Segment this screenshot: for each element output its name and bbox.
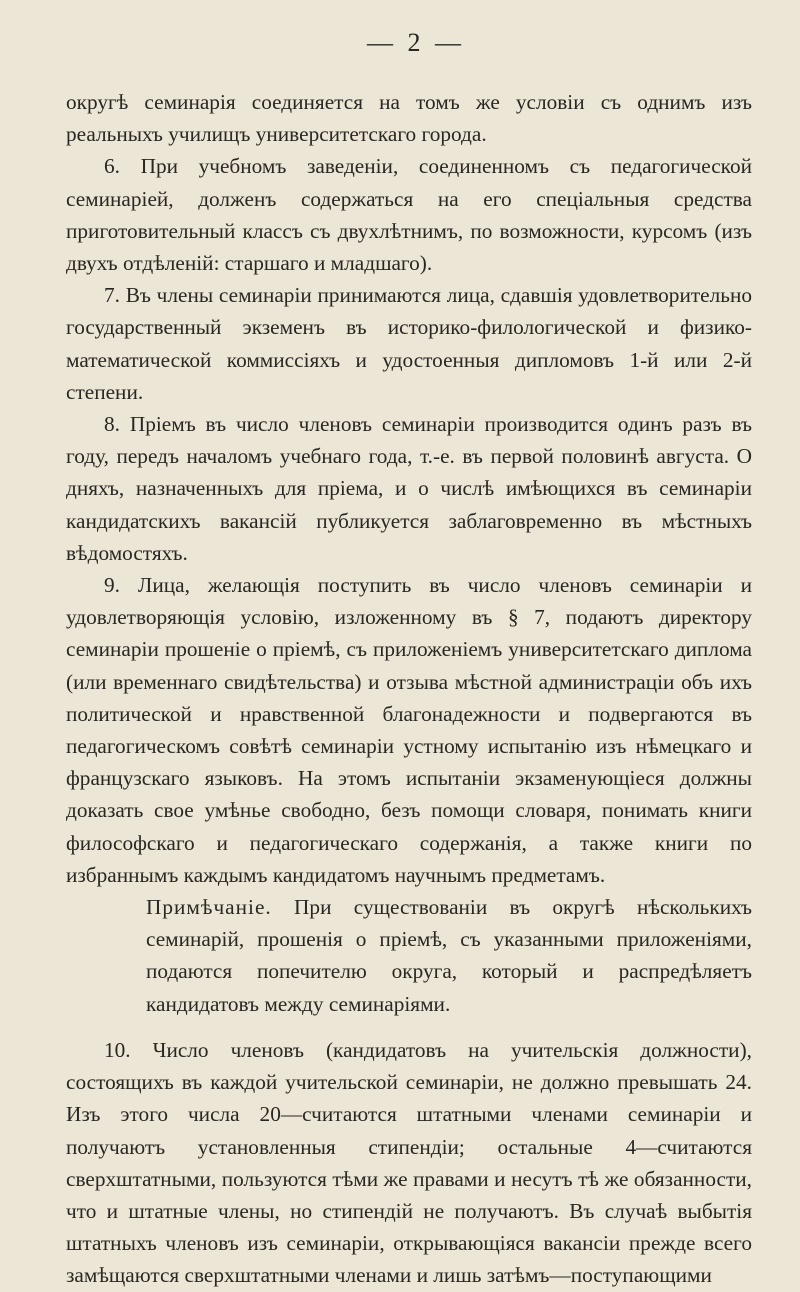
paragraph-10: 10. Число членовъ (кандидатовъ на учительскія должности), состоящихъ въ каждой учительской семинаріи, не должно превышать 24. Изъ этого числа 20—считаются штатными членами семинаріи и получаютъ установленныя стипендіи; остальные 4—считаются сверхштатными, пользуются тѣми же правами и несутъ тѣ же обязанности, что и штатные члены, но стипендій не получаютъ. Въ случаѣ выбытія штатныхъ членовъ изъ семинаріи, открывающіяся вакансіи прежде всего замѣщаются сверхштатными членами и лишь затѣмъ—поступающими: [66, 1037, 752, 1288]
paragraph-9: 9. Лица, желающія поступить въ число членовъ семинаріи и удовлетворяющія условію, изложенному въ § 7, подаютъ директору семинаріи прошеніе о пріемѣ, съ приложеніемъ университетскаго диплома (или временнаго свидѣтельства) и отзыва мѣстной администраціи объ ихъ политической и нравственной благонадежности и подвергаются въ педагогическомъ совѣтѣ семинаріи устному испытанію изъ нѣмецкаго и французскаго языковъ. На этомъ испытаніи экзаменующіеся должны доказать свое умѣнье свободно, безъ помощи словаря, понимать книги философскаго и педагогическаго содержанія, а также книги по избраннымъ каждымъ кандидатомъ научнымъ предметамъ.: [66, 573, 752, 887]
paragraph-7: 7. Въ члены семинаріи принимаются лица, сдавшія удовлетворительно государственный экземенъ въ историко-филологической и физико-математической коммиссіяхъ и удостоенныя дипломовъ 1-й или 2-й степени.: [66, 283, 752, 404]
spacer: [66, 1020, 752, 1034]
page-number: — 2 —: [367, 28, 465, 57]
body-text: [66, 86, 752, 1292]
paragraph-8: 8. Пріемъ въ число членовъ семинаріи производится одинъ разъ въ году, передъ началомъ учебнаго года, т.-е. въ первой половинѣ августа. О дняхъ, назначенныхъ для пріема, и о числѣ имѣющихся въ семинаріи кандидатскихъ вакансій публикуется заблаговременно въ мѣстныхъ вѣдомостяхъ.: [66, 412, 752, 565]
note-block: [146, 891, 752, 1020]
note-heading: Примѣчаніе.: [146, 895, 272, 920]
paragraph-continuation: округѣ семинарія соединяется на томъ же условіи съ однимъ изъ реальныхъ училищъ университетскаго города.: [66, 90, 752, 147]
note-text: При существованіи въ округѣ нѣсколькихъ семинарій, прошенія о пріемѣ, съ указанными приложеніями, подаются попечителю округа, который и распредѣляетъ кандидатовъ между семинаріями.: [146, 895, 752, 1016]
paragraph-6: 6. При учебномъ заведеніи, соединенномъ съ педагогической семинаріей, долженъ содержаться на его спеціальныя средства приготовительный классъ съ двухлѣтнимъ, по возможности, курсомъ (изъ двухъ отдѣленій: старшаго и младшаго).: [66, 154, 752, 276]
